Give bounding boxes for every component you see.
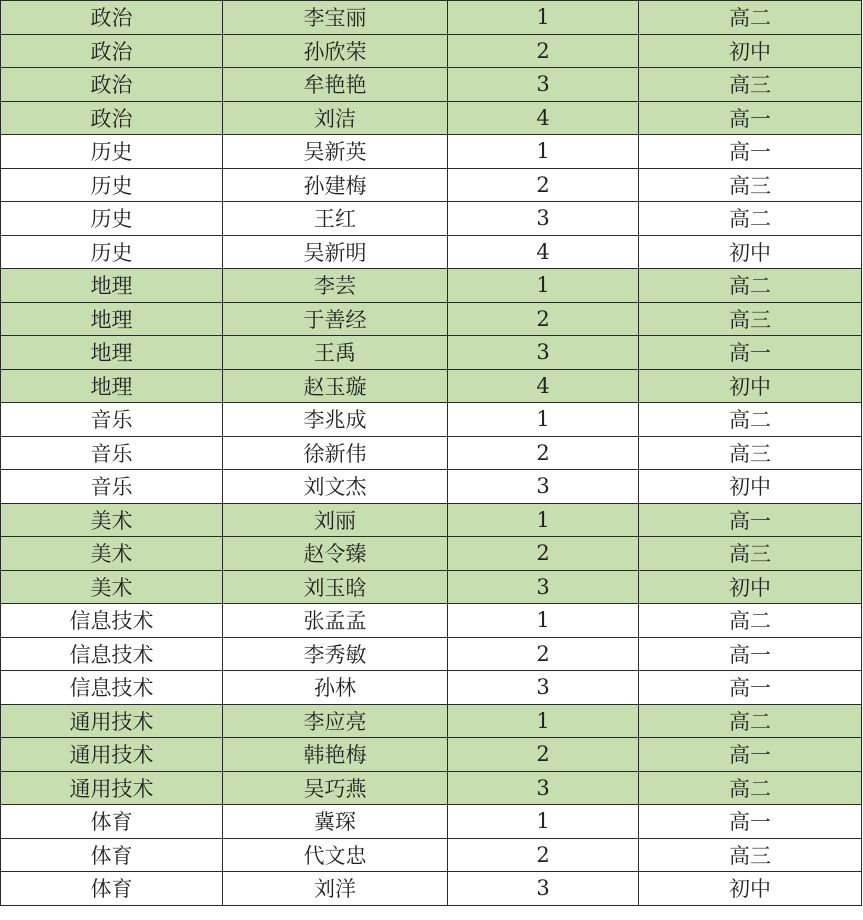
table-row — [1, 838, 862, 872]
table-row — [1, 671, 862, 705]
subject-cell: 历史 — [1, 202, 223, 236]
grade-cell: 高一 — [639, 503, 862, 537]
grade-cell: 高三 — [639, 537, 862, 571]
name-cell: 李秀敏 — [223, 637, 448, 671]
subject-cell: 美术 — [1, 503, 223, 537]
name-cell: 韩艳梅 — [223, 738, 448, 772]
number-cell: 3 — [448, 68, 639, 102]
grade-cell: 初中 — [639, 470, 862, 504]
number-cell: 1 — [448, 604, 639, 638]
table-body — [1, 1, 862, 906]
subject-cell: 音乐 — [1, 436, 223, 470]
grade-cell: 高一 — [639, 637, 862, 671]
name-cell: 刘丽 — [223, 503, 448, 537]
subject-cell: 信息技术 — [1, 637, 223, 671]
subject-cell: 政治 — [1, 101, 223, 135]
grade-cell: 高三 — [639, 302, 862, 336]
subject-cell: 地理 — [1, 269, 223, 303]
number-cell: 3 — [448, 771, 639, 805]
table-row — [1, 135, 862, 169]
grade-cell: 高一 — [639, 135, 862, 169]
number-cell: 3 — [448, 470, 639, 504]
grade-cell: 初中 — [639, 570, 862, 604]
table-row — [1, 68, 862, 102]
grade-cell: 高二 — [639, 202, 862, 236]
grade-cell: 初中 — [639, 235, 862, 269]
grade-cell: 高一 — [639, 336, 862, 370]
grade-cell: 初中 — [639, 34, 862, 68]
number-cell: 1 — [448, 503, 639, 537]
subject-cell: 美术 — [1, 537, 223, 571]
name-cell: 刘玉晗 — [223, 570, 448, 604]
subject-cell: 通用技术 — [1, 704, 223, 738]
name-cell: 赵令臻 — [223, 537, 448, 571]
number-cell: 3 — [448, 336, 639, 370]
grade-cell: 高二 — [639, 771, 862, 805]
grade-cell: 高一 — [639, 738, 862, 772]
name-cell: 刘文杰 — [223, 470, 448, 504]
name-cell: 孙建梅 — [223, 168, 448, 202]
grade-cell: 高二 — [639, 604, 862, 638]
name-cell: 孙欣荣 — [223, 34, 448, 68]
number-cell: 2 — [448, 637, 639, 671]
subject-cell: 地理 — [1, 369, 223, 403]
name-cell: 刘洁 — [223, 101, 448, 135]
table-row — [1, 101, 862, 135]
subject-cell: 地理 — [1, 302, 223, 336]
grade-cell: 高三 — [639, 436, 862, 470]
grade-cell: 高二 — [639, 403, 862, 437]
subject-cell: 政治 — [1, 1, 223, 35]
number-cell: 3 — [448, 202, 639, 236]
number-cell: 2 — [448, 838, 639, 872]
number-cell: 2 — [448, 302, 639, 336]
name-cell: 李宝丽 — [223, 1, 448, 35]
grade-cell: 高一 — [639, 805, 862, 839]
subject-cell: 通用技术 — [1, 738, 223, 772]
number-cell: 2 — [448, 34, 639, 68]
name-cell: 王禹 — [223, 336, 448, 370]
table-row — [1, 269, 862, 303]
name-cell: 冀琛 — [223, 805, 448, 839]
subject-cell: 历史 — [1, 168, 223, 202]
name-cell: 吴新英 — [223, 135, 448, 169]
number-cell: 1 — [448, 805, 639, 839]
table-row — [1, 1, 862, 35]
grade-cell: 初中 — [639, 872, 862, 906]
subject-cell: 政治 — [1, 68, 223, 102]
subject-cell: 美术 — [1, 570, 223, 604]
number-cell: 3 — [448, 570, 639, 604]
name-cell: 吴新明 — [223, 235, 448, 269]
subject-cell: 音乐 — [1, 403, 223, 437]
number-cell: 1 — [448, 403, 639, 437]
table-row — [1, 570, 862, 604]
grade-cell: 高二 — [639, 704, 862, 738]
number-cell: 2 — [448, 436, 639, 470]
grade-cell: 初中 — [639, 369, 862, 403]
number-cell: 2 — [448, 168, 639, 202]
table-row — [1, 403, 862, 437]
number-cell: 1 — [448, 135, 639, 169]
grade-cell: 高二 — [639, 1, 862, 35]
grade-cell: 高一 — [639, 671, 862, 705]
subject-cell: 历史 — [1, 135, 223, 169]
name-cell: 于善经 — [223, 302, 448, 336]
table-row — [1, 537, 862, 571]
table-row — [1, 771, 862, 805]
subject-cell: 政治 — [1, 34, 223, 68]
table-row — [1, 336, 862, 370]
name-cell: 代文忠 — [223, 838, 448, 872]
grade-cell: 高三 — [639, 68, 862, 102]
table-row — [1, 738, 862, 772]
subject-cell: 历史 — [1, 235, 223, 269]
name-cell: 牟艳艳 — [223, 68, 448, 102]
name-cell: 吴巧燕 — [223, 771, 448, 805]
table-row — [1, 470, 862, 504]
number-cell: 3 — [448, 872, 639, 906]
name-cell: 李芸 — [223, 269, 448, 303]
table-row — [1, 503, 862, 537]
name-cell: 王红 — [223, 202, 448, 236]
table-row — [1, 235, 862, 269]
name-cell: 孙林 — [223, 671, 448, 705]
number-cell: 2 — [448, 537, 639, 571]
table-row — [1, 436, 862, 470]
table-row — [1, 168, 862, 202]
table-row — [1, 704, 862, 738]
subject-cell: 体育 — [1, 838, 223, 872]
subject-cell: 通用技术 — [1, 771, 223, 805]
grade-cell: 高三 — [639, 168, 862, 202]
name-cell: 李应亮 — [223, 704, 448, 738]
number-cell: 2 — [448, 738, 639, 772]
name-cell: 赵玉璇 — [223, 369, 448, 403]
table-row — [1, 369, 862, 403]
grade-cell: 高二 — [639, 269, 862, 303]
number-cell: 1 — [448, 1, 639, 35]
name-cell: 李兆成 — [223, 403, 448, 437]
table-row — [1, 202, 862, 236]
number-cell: 4 — [448, 235, 639, 269]
table-row — [1, 805, 862, 839]
table-row — [1, 872, 862, 906]
number-cell: 4 — [448, 369, 639, 403]
grade-cell: 高三 — [639, 838, 862, 872]
name-cell: 刘洋 — [223, 872, 448, 906]
number-cell: 1 — [448, 269, 639, 303]
number-cell: 1 — [448, 704, 639, 738]
table-row — [1, 637, 862, 671]
name-cell: 张孟孟 — [223, 604, 448, 638]
number-cell: 3 — [448, 671, 639, 705]
grade-cell: 高一 — [639, 101, 862, 135]
subject-cell: 体育 — [1, 872, 223, 906]
table-row — [1, 302, 862, 336]
table-row — [1, 34, 862, 68]
subject-cell: 体育 — [1, 805, 223, 839]
number-cell: 4 — [448, 101, 639, 135]
name-cell: 徐新伟 — [223, 436, 448, 470]
subject-cell: 地理 — [1, 336, 223, 370]
table-row — [1, 604, 862, 638]
subject-cell: 信息技术 — [1, 671, 223, 705]
subject-cell: 信息技术 — [1, 604, 223, 638]
subject-cell: 音乐 — [1, 470, 223, 504]
